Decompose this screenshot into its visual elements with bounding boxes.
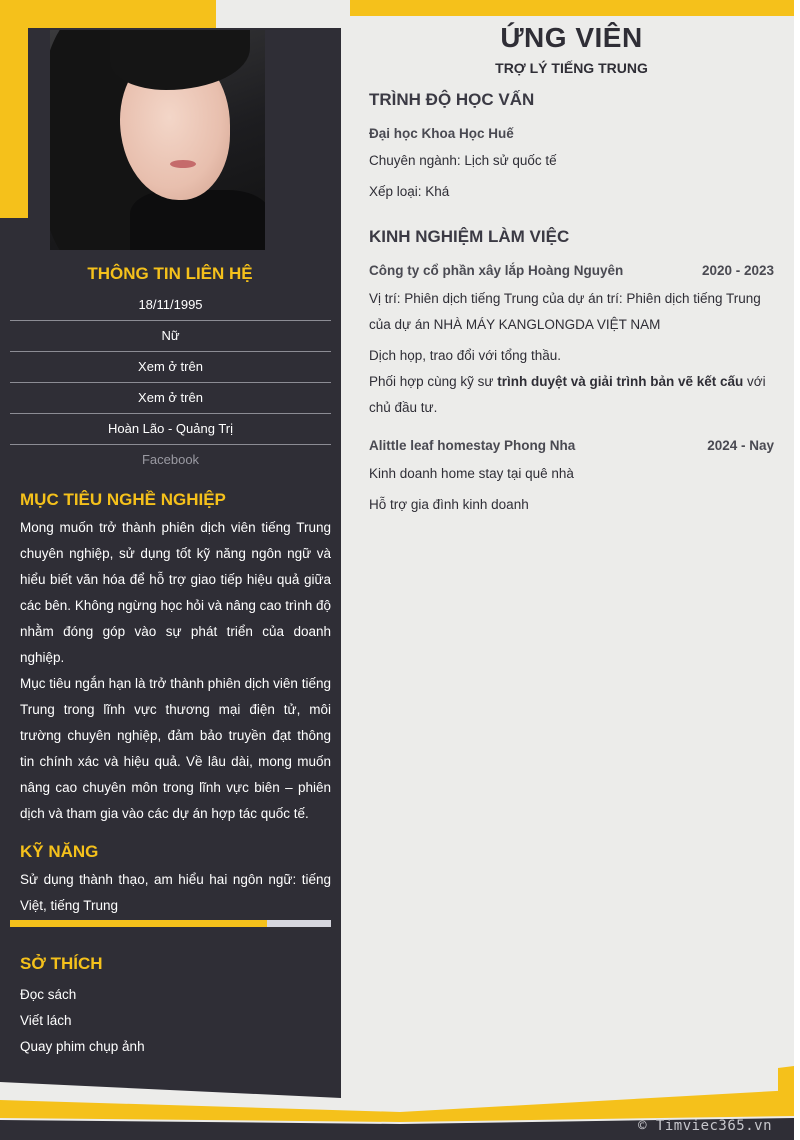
- education-major: Chuyên ngành: Lịch sử quốc tế: [369, 153, 557, 168]
- education-title: TRÌNH ĐỘ HỌC VẤN: [369, 90, 535, 109]
- job-company: Công ty cổ phần xây lắp Hoàng Nguyên: [369, 263, 624, 278]
- candidate-role: TRỢ LÝ TIẾNG TRUNG: [495, 60, 648, 76]
- right-edge-strip: [794, 0, 800, 1140]
- job-line: Phối hợp cùng kỹ sư trình duyệt và giải trình bản vẽ kết cấu với chủ đầu tư.: [369, 374, 766, 415]
- contact-phone: Xem ở trên: [10, 352, 331, 383]
- skill-item: Sử dụng thành thạo, am hiểu hai ngôn ngữ: tiếng Việt, tiếng Trung: [20, 872, 331, 913]
- skills-title: KỸ NĂNG: [20, 842, 99, 861]
- job-period: 2024 - Nay: [707, 438, 774, 453]
- job-details: [369, 286, 774, 421]
- education-details: [369, 148, 774, 205]
- hobby-list: [20, 982, 145, 1060]
- hobby-item: Đọc sách: [20, 987, 77, 1002]
- candidate-name: ỨNG VIÊN: [500, 22, 643, 53]
- education-school: Đại học Khoa Học Huế: [369, 126, 514, 141]
- top-right-accent-bar: [350, 0, 794, 16]
- education-rank: Xếp loại: Khá: [369, 184, 450, 199]
- job-period: 2020 - 2023: [701, 263, 774, 278]
- objective-paragraph-1: Mong muốn trở thành phiên dịch viên tiếng Trung chuyên nghiệp, sử dụng tốt kỹ năng ngôn ngữ và hiểu biết văn hóa để hỗ trợ giao tiếp hiệu quả giữa các bên. Không ngừng học hỏi và nâng cao trình độ nhằm đóng góp vào sự phát triển của doanh nghiệp.: [20, 520, 331, 665]
- contact-address: Hoàn Lão - Quảng Trị: [10, 414, 331, 445]
- job-header: [369, 263, 774, 278]
- watermark: © Timviec365.vn: [638, 1118, 772, 1134]
- contact-birthday: 18/11/1995: [10, 290, 331, 321]
- contact-gender: Nữ: [10, 321, 331, 352]
- contact-email: Xem ở trên: [10, 383, 331, 414]
- job-line: Kinh doanh home stay tại quê nhà: [369, 466, 574, 481]
- job-details: [369, 461, 774, 518]
- avatar: [50, 30, 265, 250]
- skill-level-fill: [10, 920, 267, 927]
- job-header: [369, 438, 774, 453]
- hobbies-title: SỞ THÍCH: [20, 954, 103, 973]
- objective-text: [20, 515, 331, 827]
- job-company: Alittle leaf homestay Phong Nha: [369, 438, 576, 453]
- job-line: Vị trí: Phiên dịch tiếng Trung của dự án trí: Phiên dịch tiếng Trung của dự án NHÀ MÁY KANGLONGDA VIỆT NAM: [369, 291, 761, 332]
- contact-facebook-link[interactable]: Facebook: [141, 452, 200, 467]
- skill-level-bar: [10, 920, 331, 927]
- job-line: Dịch họp, trao đổi với tổng thầu.: [369, 348, 561, 363]
- left-accent-bar: [0, 28, 28, 218]
- objective-paragraph-2: Mục tiêu ngắn hạn là trở thành phiên dịch viên tiếng Trung trong lĩnh vực thương mại điện tử, môi trường chuyên nghiệp, đảm bảo truyền đạt thông tin chính xác và hiệu quả. Về lâu dài, mong muốn nâng cao chuyên môn trong lĩnh vực biên – phiên dịch và tham gia vào các dự án hợp tác quốc tế.: [20, 676, 331, 821]
- job-line: Hỗ trợ gia đình kinh doanh: [369, 497, 529, 512]
- hobby-item: Quay phim chụp ảnh: [20, 1039, 145, 1054]
- main-content: [369, 16, 774, 76]
- top-left-accent-bar: [0, 0, 216, 28]
- hobby-item: Viết lách: [20, 1013, 72, 1028]
- contact-list: [10, 290, 331, 476]
- contact-title: THÔNG TIN LIÊN HỆ: [87, 264, 253, 283]
- experience-title: KINH NGHIỆM LÀM VIỆC: [369, 227, 570, 246]
- objective-title: MỤC TIÊU NGHỀ NGHIỆP: [20, 490, 226, 509]
